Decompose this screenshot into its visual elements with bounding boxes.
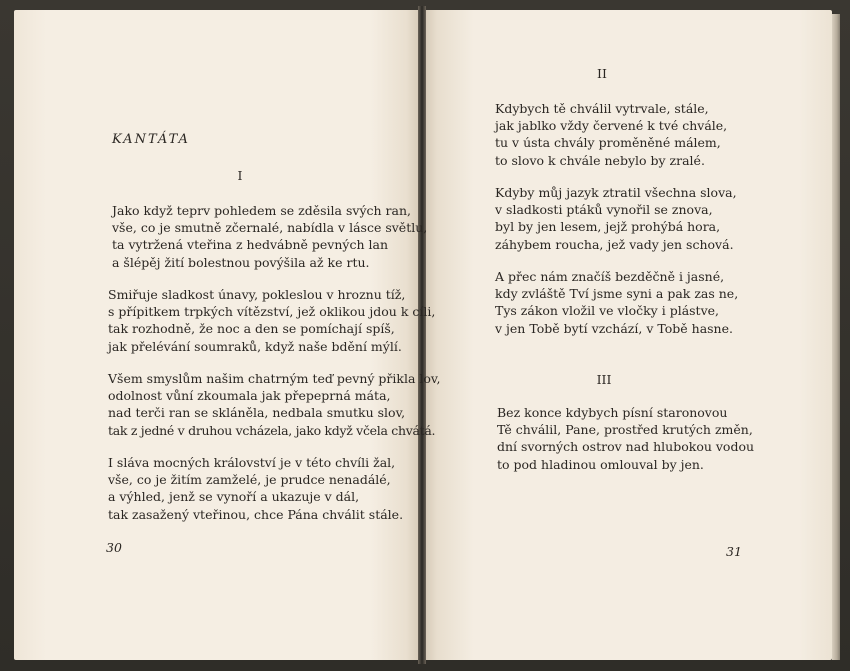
section-number-3: III [596, 372, 612, 387]
verse-line: vše, co je žitím zamželé, je prudce nenadálé, [108, 472, 391, 488]
section-number-2: II [597, 66, 607, 81]
page-number-left: 30 [106, 540, 122, 555]
verse-line: Smiřuje sladkost únavy, pokleslou v hroznu tíž, [108, 287, 406, 302]
verse-line: odolnost vůní zkoumala jak přepeprná máta, [108, 388, 391, 404]
verse-line: to pod hladinou omlouval by jen. [497, 456, 704, 472]
verse-line: Bez konce kdybych písní staronovou [497, 405, 728, 420]
verse-line: s přípitkem trpkých vítězství, jež oklikou jdou k cíli, [108, 304, 436, 320]
verse-line: jak jablko vždy červené k tvé chvále, [495, 118, 728, 134]
verse-line: Tě chválil, Pane, prostřed krutých změn, [497, 422, 753, 438]
stanza [108, 286, 435, 355]
stanza [495, 100, 727, 169]
stanza [495, 268, 738, 337]
poem-title: KANTÁTA [112, 132, 190, 147]
page-number-right: 31 [726, 544, 742, 559]
verse-line: v jen Tobě bytí vzchází, v Tobě hasne. [495, 320, 733, 336]
verse-line: kdy zvláště Tví jsme syni a pak zas ne, [495, 286, 739, 302]
section-number-1: I [237, 168, 243, 183]
verse-line: ta vytržená vteřina z hedvábně pevných lan [112, 237, 389, 253]
verse-line: tu v ústa chvály proměněné málem, [495, 135, 721, 151]
verse-line: tak zasažený vteřinou, chce Pána chválit stále. [108, 506, 404, 522]
stanza [108, 370, 440, 439]
stanza [108, 454, 403, 523]
verse-line: A přec nám značíš bezděčně i jasné, [495, 269, 725, 284]
stanza [112, 202, 427, 271]
verse-line: Jako když teprv pohledem se zděsila svých ran, [112, 203, 411, 218]
verse-line: a šlépěj žití bolestnou povýšila až ke rtu. [112, 254, 370, 270]
verse-line: Kdyby můj jazyk ztratil všechna slova, [495, 185, 737, 200]
verse-line: tak rozhodně, že noc a den se pomíchají spíš, [108, 321, 395, 337]
stanza [495, 184, 737, 253]
verse-line: Tys zákon vložil ve vločky i plástve, [495, 303, 720, 319]
verse-line: byl by jen lesem, jejž prohýbá hora, [495, 219, 721, 235]
stanza [497, 404, 754, 473]
verse-line: Kdybych tě chválil vytrvale, stále, [495, 101, 709, 116]
verse-line: a výhled, jenž se vynoří a ukazuje v dál, [108, 489, 360, 505]
verse-line: záhybem roucha, jež vady jen schová. [495, 236, 734, 252]
verse-line: vše, co je smutně zčernalé, nabídla v lásce světlu, [112, 220, 428, 236]
verse-line: jak přelévání soumraků, když naše bdění mýlí. [108, 338, 402, 354]
page-edges [832, 14, 840, 660]
verse-line: to slovo k chvále nebylo by zralé. [495, 152, 705, 168]
verse-line: nad terči ran se skláněla, nedbala smutku slov, [108, 405, 406, 421]
verse-line: Všem smyslům našim chatrným teď pevný přikla lov, [108, 371, 441, 386]
verse-line: v sladkosti ptáků vynořil se znova, [495, 202, 713, 218]
verse-line: tak z jedné v druhou vcházela, jako když včela chvátá. [108, 422, 436, 438]
verse-line: dní svorných ostrov nad hlubokou vodou [497, 439, 755, 455]
verse-line: I sláva mocných království je v této chvíli žal, [108, 455, 396, 470]
